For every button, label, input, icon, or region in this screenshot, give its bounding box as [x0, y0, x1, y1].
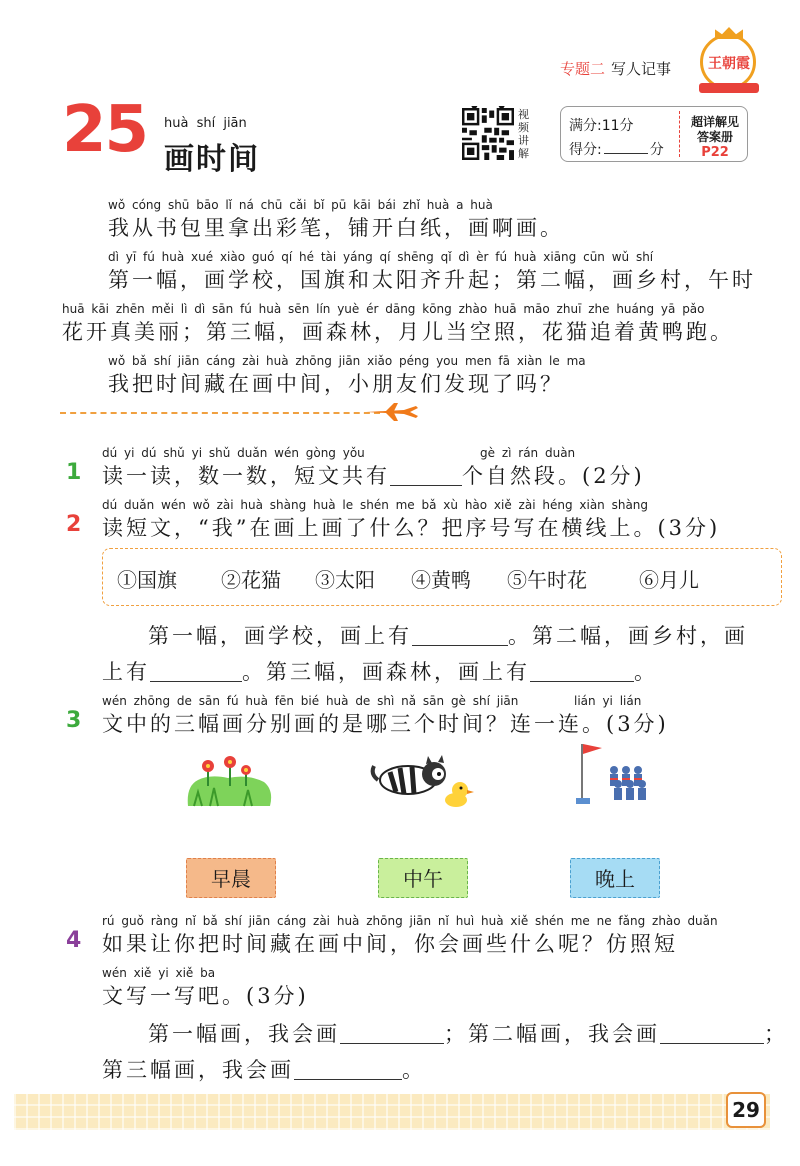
passage-line: 第一幅，画学校，国旗和太阳齐升起；第二幅，画乡村，午时	[108, 268, 756, 292]
topic-label: 专题二	[560, 60, 606, 78]
page-number: 29	[726, 1092, 766, 1128]
passage-line: 我把时间藏在画中间，小朋友们发现了吗？	[108, 372, 564, 396]
lesson-title-pinyin: huà shí jiān	[164, 116, 247, 131]
question-pinyin: dú yi dú shǔ yi shǔ duǎn wén gòng yǒu	[102, 446, 365, 460]
school-answer-input[interactable]	[412, 624, 508, 646]
question-4-text-line1: 如果让你把时间藏在画中间，你会画些什么呢？仿照短	[102, 932, 678, 956]
passage-pinyin: dì yī fú huà xué xiào guó qí hé tài yáng qí shēng qǐ dì èr fú huà xiāng cūn wǔ shí	[108, 250, 654, 264]
question-number: 1	[66, 460, 82, 485]
question-4-text-line2: 文写一写吧。(3分)	[102, 984, 309, 1008]
topic-name: 写人记事	[611, 60, 672, 78]
question-1-text: 读一读，数一数，短文共有 个自然段。(2分)	[102, 464, 645, 488]
option-item: ④黄鸭	[411, 568, 471, 592]
question-pinyin: wén xiě yi xiě ba	[102, 966, 216, 980]
question-3-text: 文中的三幅画分别画的是哪三个时间？连一连。(3分)	[102, 712, 669, 736]
question-2-fill-line2: 上有 。第三幅，画森林，画上有 。	[102, 660, 658, 684]
question-4-fill-line1: 第一幅画，我会画 ；第二幅画，我会画 ；	[148, 1022, 788, 1046]
forest-answer-input[interactable]	[530, 660, 634, 682]
village-answer-input[interactable]	[150, 660, 242, 682]
question-pinyin: lián yi lián	[574, 694, 642, 708]
airplane-icon	[364, 402, 420, 422]
qr-label: 视 频 讲 解	[518, 108, 529, 160]
question-2-text: 读短文，“我”在画上画了什么？把序号写在横线上。(3分)	[102, 516, 721, 540]
time-box-evening[interactable]: 晚上	[570, 858, 660, 898]
footer-bar	[14, 1094, 770, 1130]
option-item: ⑤午时花	[507, 568, 587, 592]
full-score: 满分:11分	[569, 118, 634, 134]
score-box	[560, 106, 748, 162]
option-item: ①国旗	[117, 568, 177, 592]
flag-and-students-picture[interactable]	[572, 740, 656, 810]
paragraph-count-input[interactable]	[390, 464, 462, 486]
question-pinyin: wén zhōng de sān fú huà fēn bié huà de shì nǎ sān gè shí jiān	[102, 694, 519, 708]
passage-pinyin: wǒ cóng shū bāo lǐ ná chū cǎi bǐ pū kāi bái zhǐ huà a huà	[108, 198, 493, 212]
cat-and-duck-picture[interactable]	[368, 752, 478, 808]
option-item: ⑥月儿	[639, 568, 699, 592]
ribbon-icon	[699, 83, 759, 93]
passage-pinyin: huā kāi zhēn měi lì dì sān fú huà sēn lín yuè ér dāng kōng zhào huā māo zhuī zhe huáng yā pǎo	[62, 302, 705, 316]
question-4-fill-line2: 第三幅画，我会画 。	[102, 1058, 426, 1082]
flowers-picture[interactable]	[184, 752, 274, 808]
question-number: 3	[66, 708, 82, 733]
lesson-title: 画时间	[164, 142, 260, 177]
first-picture-input[interactable]	[340, 1022, 444, 1044]
options-box	[102, 548, 782, 606]
lesson-number: 25	[62, 93, 148, 167]
divider	[60, 412, 380, 414]
score-input[interactable]	[604, 153, 648, 154]
passage-pinyin: wǒ bǎ shí jiān cáng zài huà zhōng jiān xiǎo péng you men fā xiàn le ma	[108, 354, 586, 368]
publisher-logo-text: 王朝霞	[708, 56, 750, 72]
option-item: ②花猫	[221, 568, 281, 592]
answer-reference: 超详解见 答案册 P22	[690, 115, 739, 160]
time-box-noon[interactable]: 中午	[378, 858, 468, 898]
question-pinyin: rú guǒ ràng nǐ bǎ shí jiān cáng zài huà zhōng jiān nǐ huì huà xiě shén me ne fǎng zhào duǎn	[102, 914, 718, 928]
topic-header	[560, 58, 671, 79]
question-pinyin: dú duǎn wén wǒ zài huà shàng huà le shén me bǎ xù hào xiě zài héng xiàn shàng	[102, 498, 649, 512]
question-2-fill-line1: 第一幅，画学校，画上有 。第二幅，画乡村，画	[148, 624, 748, 648]
qr-code-icon[interactable]	[462, 106, 514, 162]
publisher-logo	[700, 34, 756, 90]
second-picture-input[interactable]	[660, 1022, 764, 1044]
question-number: 2	[66, 512, 82, 537]
option-item: ③太阳	[315, 568, 375, 592]
question-number: 4	[66, 928, 82, 953]
passage-line: 花开真美丽；第三幅，画森林，月儿当空照，花猫追着黄鸭跑。	[62, 320, 734, 344]
passage-line: 我从书包里拿出彩笔，铺开白纸，画啊画。	[108, 216, 564, 240]
third-picture-input[interactable]	[294, 1058, 402, 1080]
question-pinyin: gè zì rán duàn	[480, 446, 576, 460]
score-line: 得分: 分	[569, 142, 664, 158]
time-box-morning[interactable]: 早晨	[186, 858, 276, 898]
crown-icon	[715, 27, 743, 39]
